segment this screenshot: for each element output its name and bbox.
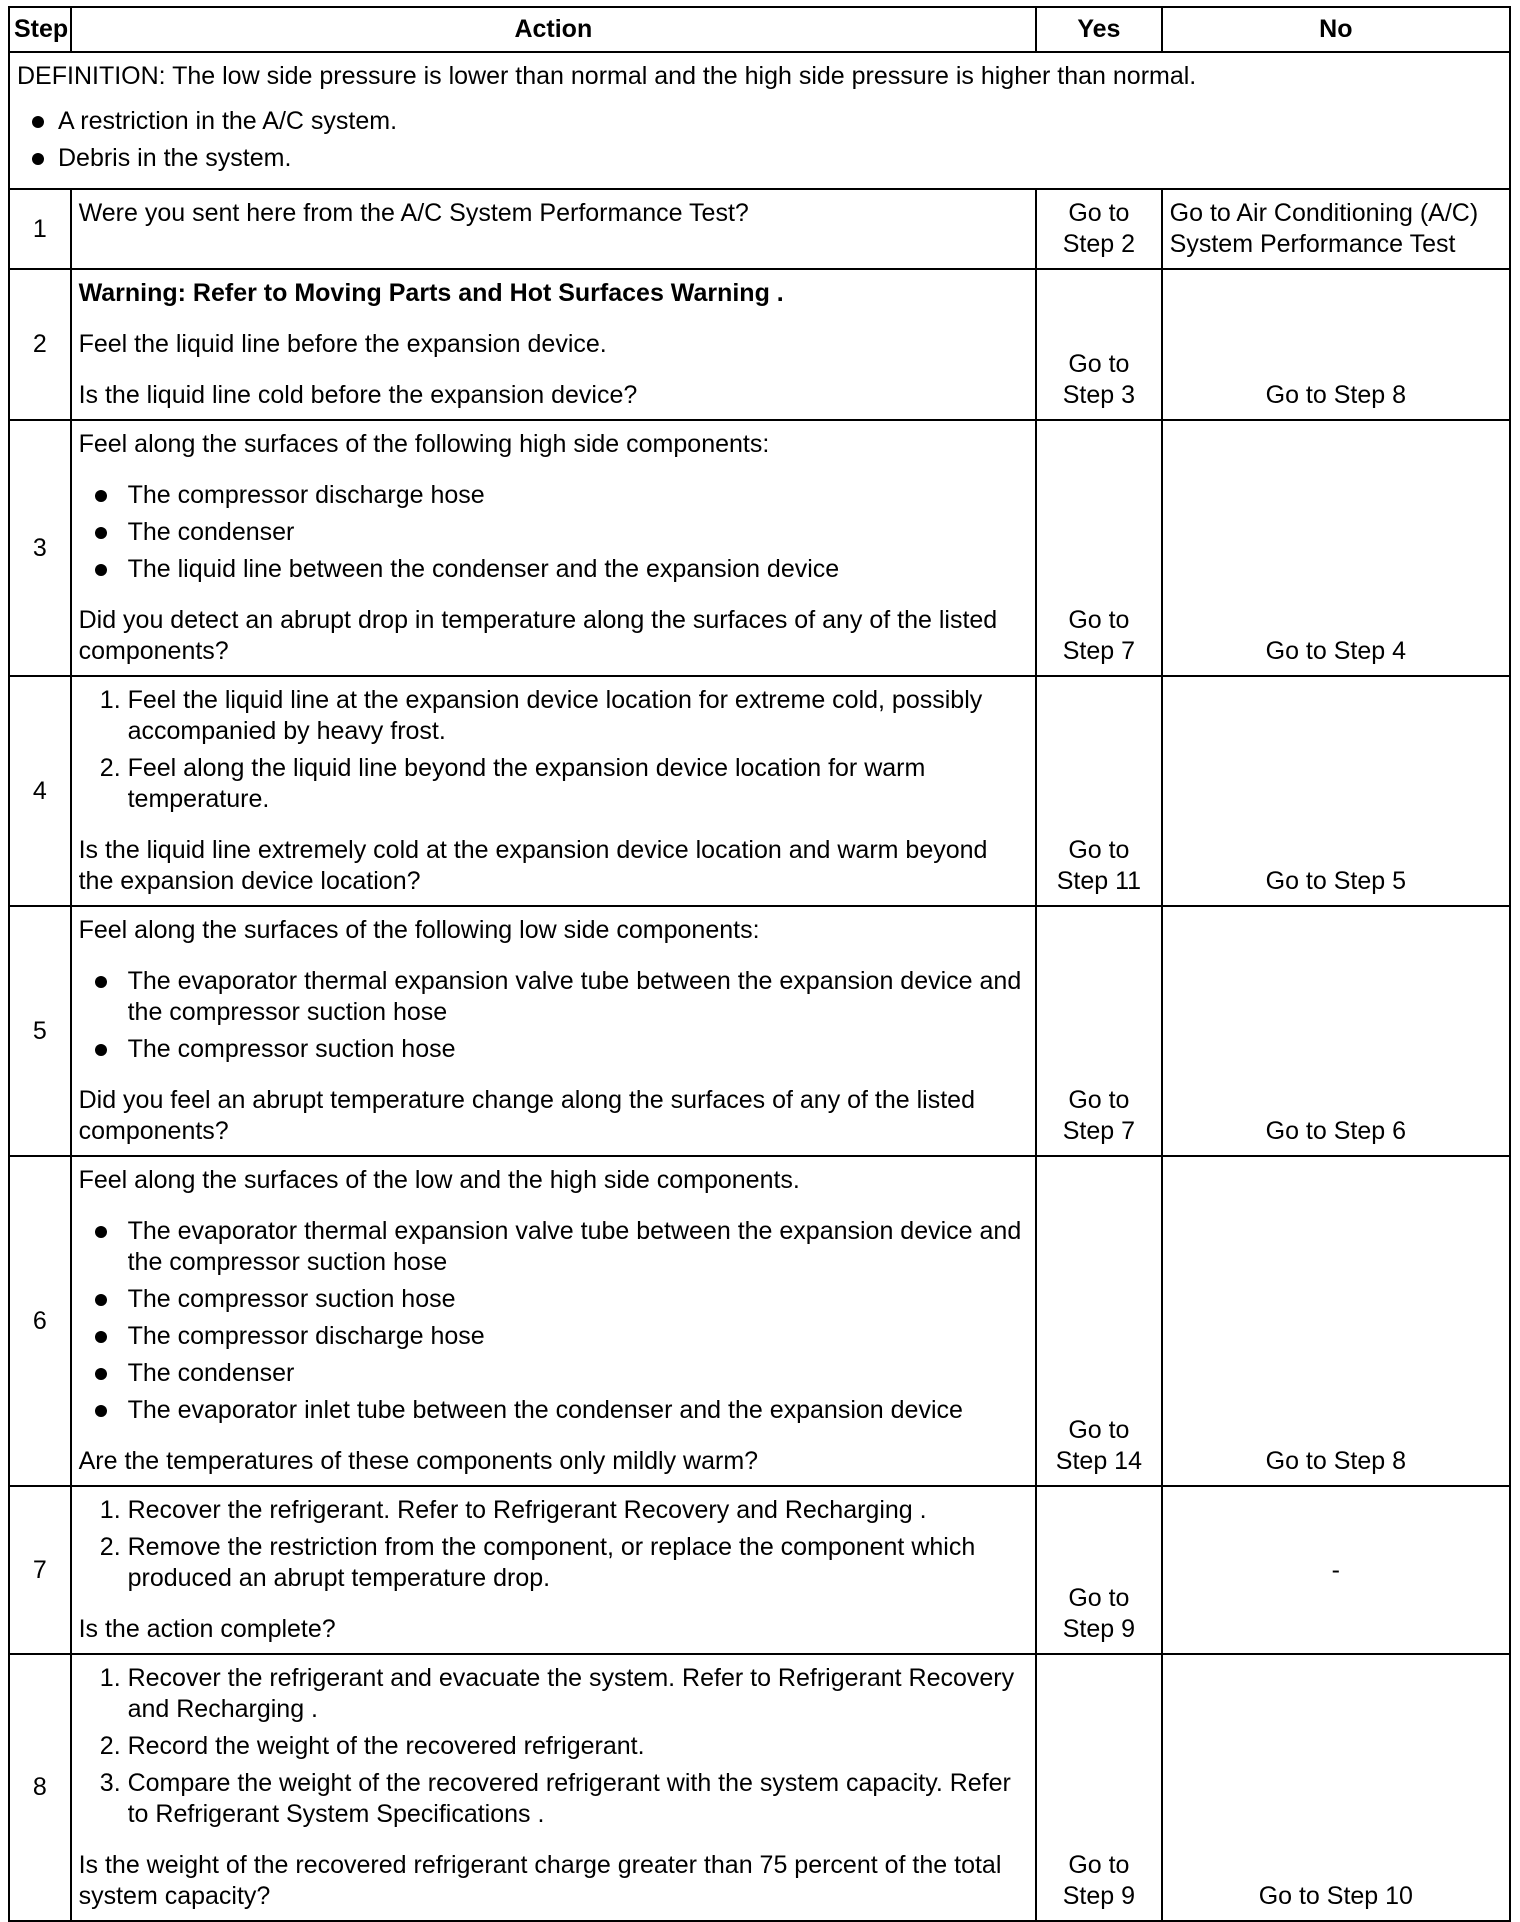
step-row — [9, 1654, 1510, 1921]
diagnostic-table — [8, 6, 1511, 1922]
yes-cell: Go to Step 7 — [1036, 420, 1162, 676]
header-yes: Yes — [1036, 7, 1162, 52]
bullet-item: The compressor discharge hose — [79, 480, 1029, 511]
bullet-item: The compressor suction hose — [79, 1034, 1029, 1065]
step-row — [9, 189, 1510, 269]
yes-cell: Go to Step 3 — [1036, 269, 1162, 420]
action-cell — [71, 1486, 1037, 1654]
bullet-item: The evaporator inlet tube between the condenser and the expansion device — [79, 1395, 1029, 1426]
step-row — [9, 1156, 1510, 1486]
intro-text: Feel along the surfaces of the following high side components: — [78, 430, 770, 458]
bullet-item: The evaporator thermal expansion valve tube between the expansion device and the compressor suction hose — [79, 1216, 1029, 1278]
step-number: 2 — [9, 269, 71, 420]
no-cell: Go to Step 8 — [1162, 1156, 1510, 1486]
definition-row — [9, 52, 1510, 189]
definition-cell — [9, 52, 1510, 189]
no-cell: Go to Step 5 — [1162, 676, 1510, 906]
action-cell — [71, 676, 1037, 906]
bullet-item: The evaporator thermal expansion valve tube between the expansion device and the compressor suction hose — [79, 966, 1029, 1028]
no-cell: Go to Step 10 — [1162, 1654, 1510, 1921]
question-text: Were you sent here from the A/C System Performance Test? — [78, 199, 749, 227]
numbered-item: 2. Record the weight of the recovered refrigerant. — [128, 1731, 1029, 1762]
numbered-list — [79, 1495, 1029, 1594]
numbered-item: 1. Feel the liquid line at the expansion device location for extreme cold, possibly accompanied by heavy frost. — [128, 685, 1029, 747]
intro-text: Feel the liquid line before the expansion device. — [78, 330, 607, 358]
no-cell: Go to Step 8 — [1162, 269, 1510, 420]
question-text: Is the liquid line cold before the expansion device? — [78, 381, 638, 409]
step-number: 3 — [9, 420, 71, 676]
component-bullets — [79, 480, 1029, 585]
bullet-item: The condenser — [79, 1358, 1029, 1389]
step-number: 5 — [9, 906, 71, 1156]
definition-bullets — [17, 106, 1502, 174]
no-cell: Go to Air Conditioning (A/C) System Performance Test — [1162, 189, 1510, 269]
yes-cell: Go to Step 9 — [1036, 1486, 1162, 1654]
yes-cell: Go to Step 11 — [1036, 676, 1162, 906]
component-bullets — [79, 966, 1029, 1065]
yes-cell: Go to Step 2 — [1036, 189, 1162, 269]
yes-cell: Go to Step 9 — [1036, 1654, 1162, 1921]
numbered-item: 1. Recover the refrigerant. Refer to Refrigerant Recovery and Recharging . — [128, 1495, 1029, 1526]
action-cell — [71, 1156, 1037, 1486]
numbered-item: 3. Compare the weight of the recovered refrigerant with the system capacity. Refer to Refrigerant System Specifications . — [128, 1768, 1029, 1830]
action-cell — [71, 189, 1037, 269]
bullet-item: The liquid line between the condenser and the expansion device — [79, 554, 1029, 585]
yes-cell: Go to Step 14 — [1036, 1156, 1162, 1486]
header-action: Action — [71, 7, 1037, 52]
step-row — [9, 676, 1510, 906]
step-number: 8 — [9, 1654, 71, 1921]
bullet-item: The compressor suction hose — [79, 1284, 1029, 1315]
step-number: 7 — [9, 1486, 71, 1654]
yes-cell: Go to Step 7 — [1036, 906, 1162, 1156]
no-cell: Go to Step 4 — [1162, 420, 1510, 676]
warning-text: Warning: Refer to Moving Parts and Hot Surfaces Warning . — [78, 279, 784, 307]
step-row — [9, 1486, 1510, 1654]
step-row — [9, 906, 1510, 1156]
action-cell — [71, 906, 1037, 1156]
question-text: Is the action complete? — [78, 1615, 336, 1643]
header-no: No — [1162, 7, 1510, 52]
bullet-item: A restriction in the A/C system. — [17, 106, 1502, 137]
numbered-list — [79, 685, 1029, 815]
intro-text: Feel along the surfaces of the following low side components: — [78, 916, 760, 944]
header-step: Step — [9, 7, 71, 52]
no-cell: - — [1162, 1486, 1510, 1654]
header-row — [9, 7, 1510, 52]
action-cell — [71, 269, 1037, 420]
bullet-item: The condenser — [79, 517, 1029, 548]
action-cell — [71, 420, 1037, 676]
bullet-item: The compressor discharge hose — [79, 1321, 1029, 1352]
no-cell: Go to Step 6 — [1162, 906, 1510, 1156]
component-bullets — [79, 1216, 1029, 1426]
step-row — [9, 269, 1510, 420]
question-text: Did you feel an abrupt temperature change along the surfaces of any of the listed components? — [78, 1086, 975, 1145]
question-text: Is the weight of the recovered refrigerant charge greater than 75 percent of the total system capacity? — [78, 1851, 1002, 1910]
step-number: 4 — [9, 676, 71, 906]
numbered-list — [79, 1663, 1029, 1830]
numbered-item: 2. Remove the restriction from the component, or replace the component which produced an abrupt temperature drop. — [128, 1532, 1029, 1594]
bullet-item: Debris in the system. — [17, 143, 1502, 174]
question-text: Is the liquid line extremely cold at the expansion device location and warm beyond the expansion device location? — [78, 836, 988, 895]
question-text: Are the temperatures of these components only mildly warm? — [78, 1447, 759, 1475]
question-text: Did you detect an abrupt drop in temperature along the surfaces of any of the listed components? — [78, 606, 998, 665]
step-number: 6 — [9, 1156, 71, 1486]
numbered-item: 2. Feel along the liquid line beyond the expansion device location for warm temperature. — [128, 753, 1029, 815]
step-row — [9, 420, 1510, 676]
definition-text: DEFINITION: The low side pressure is lower than normal and the high side pressure is higher than normal. — [17, 62, 1197, 90]
numbered-item: 1. Recover the refrigerant and evacuate the system. Refer to Refrigerant Recovery and Recharging . — [128, 1663, 1029, 1725]
intro-text: Feel along the surfaces of the low and the high side components. — [78, 1166, 800, 1194]
step-number: 1 — [9, 189, 71, 269]
action-cell — [71, 1654, 1037, 1921]
